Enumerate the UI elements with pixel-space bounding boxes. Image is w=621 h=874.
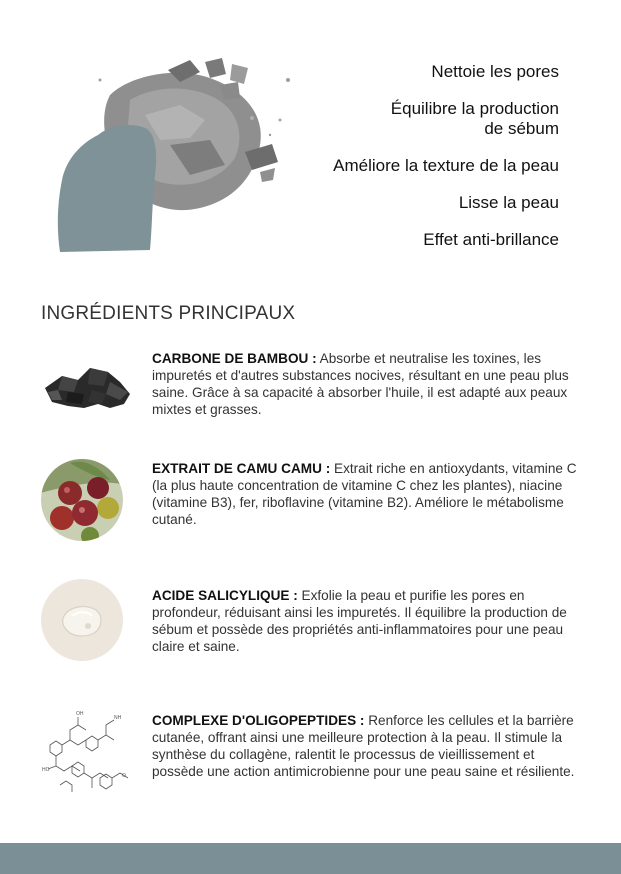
ingredient-bamboo-charcoal bbox=[40, 346, 600, 446]
serum-drop-image bbox=[40, 578, 135, 673]
svg-text:HO: HO bbox=[42, 767, 50, 773]
benefit-item: Lisse la peau bbox=[458, 193, 559, 212]
molecule-structure-image bbox=[40, 705, 135, 800]
ingredient-description: Absorbe et neutralise les toxines, les impuretés et d'autres substances nocives, résultant en une peau plus saine. Grâce à sa capacité à absorber l'huile, il est adapté aux peaux mixtes et grasses. bbox=[152, 351, 569, 417]
ingredient-name: ACIDE SALICYLIQUE : bbox=[152, 588, 298, 603]
ingredient-name: EXTRAIT DE CAMU CAMU : bbox=[152, 461, 331, 476]
benefit-item: Nettoie les pores bbox=[431, 62, 559, 81]
benefit-item: Effet anti-brillance bbox=[423, 230, 559, 249]
ingredient-text bbox=[152, 712, 582, 780]
benefit-item: Améliore la texture de la peau bbox=[333, 156, 559, 175]
svg-text:NH: NH bbox=[114, 715, 122, 721]
svg-text:OH: OH bbox=[76, 711, 84, 717]
ingredient-text bbox=[152, 587, 582, 655]
charcoal-image bbox=[40, 346, 135, 441]
footer-band bbox=[0, 843, 621, 874]
svg-text:O: O bbox=[122, 773, 126, 779]
ingredient-name: CARBONE DE BAMBOU : bbox=[152, 351, 317, 366]
ingredient-text bbox=[152, 460, 582, 528]
ingredient-text bbox=[152, 350, 582, 418]
ingredient-camu-camu bbox=[40, 458, 600, 558]
ingredient-salicylic-acid bbox=[40, 578, 600, 678]
ingredient-description: Renforce les cellules et la barrière cutanée, offrant ainsi une meilleure protection à la peau. Il stimule la synthèse du collagène, ralentit le processus de vieillissement et possède une action antimicrobienne pour une peau saine et résiliente. bbox=[152, 713, 575, 779]
benefit-item: Équilibre la production de sébum bbox=[390, 99, 559, 138]
camu-camu-image bbox=[40, 458, 135, 553]
ingredient-oligopeptides bbox=[40, 705, 600, 805]
ingredient-name: COMPLEXE D'OLIGOPEPTIDES : bbox=[152, 713, 365, 728]
section-title: INGRÉDIENTS PRINCIPAUX bbox=[41, 302, 296, 324]
ingredient-description: Exfolie la peau et purifie les pores en profondeur, réduisant ainsi les impuretés. Il équilibre la production de sébum et possède des propriétés anti-inflammatoires pour une peau claire et saine. bbox=[152, 588, 567, 654]
ingredient-description: Extrait riche en antioxydants, vitamine C (la plus haute concentration de vitamine C chez les plantes), niacine (vitamine B3), fer, riboflavine (vitamine B2). Améliore le métabolisme cutané. bbox=[152, 461, 577, 527]
benefits-list bbox=[239, 62, 559, 267]
